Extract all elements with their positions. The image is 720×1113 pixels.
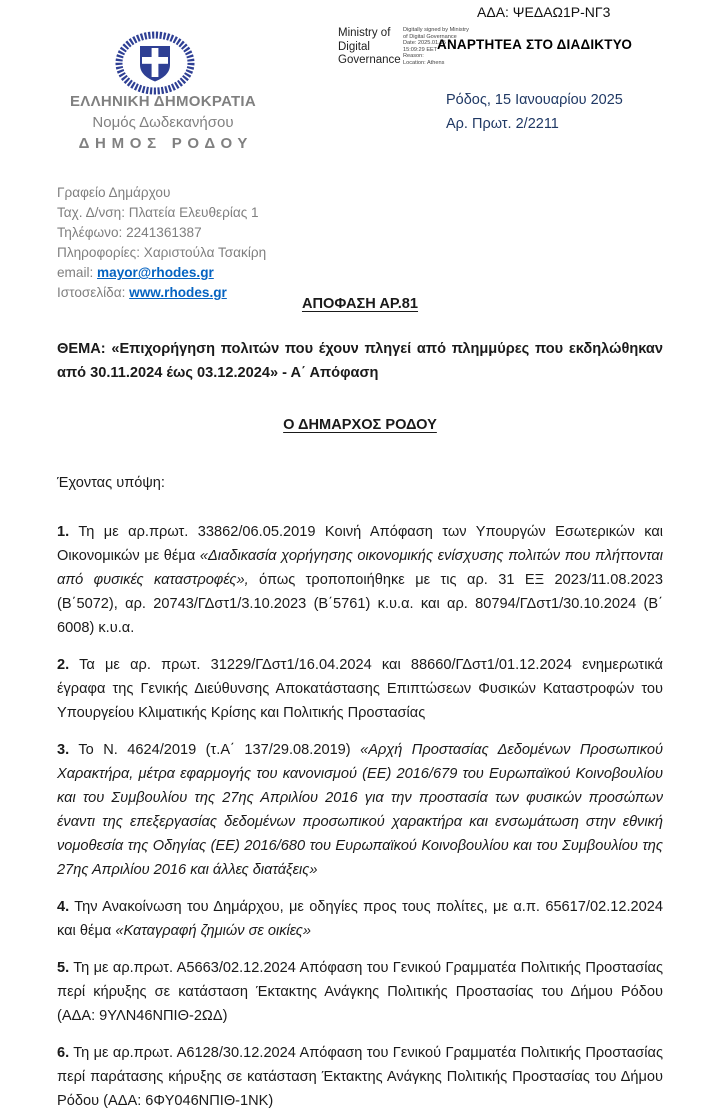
list-item-1 (57, 520, 663, 640)
website-link[interactable]: www.rhodes.gr (129, 285, 227, 300)
municipality-title: ΔΗΜΟΣ ΡΟΔΟΥ (78, 135, 254, 152)
signer-line: Ministry of (338, 27, 391, 39)
signature-detail-line: Location: Athens (403, 59, 445, 66)
item-number: 2. (57, 657, 70, 673)
item-quote: «Διαδικασία χορήγησης οικονομικής ενίσχυσης πολιτών που πλήττονται από φυσικές καταστροφές», (57, 548, 663, 588)
prefecture-title: Νομός Δωδεκανήσου (92, 114, 234, 131)
item-text: Το Ν. 4624/2019 (τ.Α΄ 137/29.08.2019) (69, 742, 361, 758)
signature-signer (338, 27, 401, 68)
decision-issuer: Ο ΔΗΜΑΡΧΟΣ ΡΟΔΟΥ (283, 417, 437, 433)
decision-subject: ΘΕΜΑ: «Επιχορήγηση πολιτών που έχουν πληγεί από πλημμύρες που εκδηλώθηκαν από 30.11.2024 έως 03.12.2024» - Α΄ Απόφαση (57, 341, 663, 381)
signature-detail-line: 15:09:29 EET (403, 46, 438, 53)
email-row (57, 263, 266, 283)
decision-title: ΑΠΟΦΑΣΗ ΑΡ.81 (301, 296, 419, 312)
item-text: Τη με αρ.πρωτ. 33862/06.05.2019 Κοινή Απόφαση των Υπουργών Εσωτερικών και Οικονομικών με θέμα (57, 524, 663, 564)
posted-online-stamp: ΑΝΑΡΤΗΤΕΑ ΣΤΟ ΔΙΑΔΙΚΤΥΟ (437, 37, 633, 52)
phone-number: Τηλέφωνο: 2241361387 (57, 225, 202, 240)
item-text: Την Ανακοίνωση του Δημάρχου, με οδηγίες προς τους πολίτες, με α.π. 65617/02.12.2024 και θέμα (57, 899, 663, 939)
greek-coat-of-arms-icon (113, 32, 197, 96)
item-text: Τη με αρ.πρωτ. Α5663/02.12.2024 Απόφαση του Γενικού Γραμματέα Πολιτικής Προστασίας περί κήρυξης σε κατάσταση Έκτακτης Ανάγκης Πολιτικής Προστασίας του Δήμου Ρόδου (ΑΔΑ: 9ΥΛΝ46ΝΠΙΘ-2ΩΔ) (57, 960, 663, 1024)
postal-address: Ταχ. Δ/νση: Πλατεία Ελευθερίας 1 (57, 205, 259, 220)
office-name: Γραφείο Δημάρχου (57, 185, 171, 200)
signer-line: Digital (338, 40, 370, 53)
website-label: Ιστοσελίδα: (57, 285, 130, 300)
item-text: όπως τροποποιήθηκε με τις αρ. 31 ΕΞ 2023/11.08.2023 (Β΄5072), αρ. 20743/ΓΔστ1/3.10.2023 (Β΄5761) κ.υ.α. και αρ. 80794/ΓΔστ1/30.10.2024 (Β΄ 6008) κ.υ.α. (57, 572, 663, 636)
email-link[interactable]: mayor@rhodes.gr (97, 265, 214, 280)
item-quote: «Αρχή Προστασίας Δεδομένων Προσωπικού Χαρακτήρα, μέτρα εφαρμογής του κανονισμού (ΕΕ) 2016/679 του Ευρωπαϊκού Κοινοβουλίου και του Συμβουλίου της 27ης Απριλίου 2016 για την προστασία των φυσικών προσώπων έναντι της επεξεργασίας δεδομένων προσωπικού χαρακτήρα και ενσωμάτωση στην εθνική νομοθεσία της Οδηγίας (ΕΕ) 2016/680 του Ευρωπαϊκού Κοινοβουλίου και του Συμβουλίου της 27ης Απριλίου 2016 και άλλες διατάξεις» (57, 742, 663, 878)
info-contact-person: Πληροφορίες: Χαριστούλα Τσακίρη (57, 245, 267, 260)
signature-detail-line: Date: 2025.01.15 (403, 40, 446, 47)
list-item-5 (57, 956, 663, 1028)
signature-detail-line: Digitally signed by Ministry (403, 27, 469, 33)
ada-code: ΑΔΑ: ΨΕΔΑΩ1Ρ-ΝΓ3 (477, 4, 611, 20)
document-body (57, 292, 663, 1113)
list-item-2 (57, 653, 663, 725)
list-item-3 (57, 738, 663, 882)
contact-block (57, 183, 266, 303)
signer-line: Governance (338, 54, 401, 66)
republic-title: ΕΛΛΗΝΙΚΗ ΔΗΜΟΚΡΑΤΙΑ (69, 93, 257, 110)
list-item-4 (57, 895, 663, 943)
item-number: 6. (57, 1045, 70, 1061)
protocol-number: Αρ. Πρωτ. 2/2211 (446, 116, 559, 132)
signature-detail-line: of Digital Governance (403, 33, 457, 40)
organization-header (22, 93, 304, 152)
item-text: Τη με αρ.πρωτ. Α6128/30.12.2024 Απόφαση του Γενικού Γραμματέα Πολιτικής Προστασίας περί παράτασης κήρυξης σε κατάσταση Έκτακτης Ανάγκης Πολιτικής Προστασίας του Δήμου Ρόδου (ΑΔΑ: 6ΦΥ046ΝΠΙΘ-1ΝΚ) (57, 1045, 663, 1109)
place-and-date: Ρόδος, 15 Ιανουαρίου 2025 (446, 92, 623, 108)
item-number: 1. (57, 524, 70, 540)
item-quote: «Καταγραφή ζημιών σε οικίες» (115, 923, 312, 939)
signature-detail-line: Reason: (403, 53, 424, 60)
item-text: Τα με αρ. πρωτ. 31229/ΓΔστ1/16.04.2024 και 88660/ΓΔστ1/01.12.2024 ενημερωτικά έγραφα της Γενικής Διεύθυνσης Αποκατάστασης Επιπτώσεων Φυσικών Καταστροφών του Υπουργείου Κλιματικής Κρίσης και Πολιτικής Προστασίας (57, 657, 663, 721)
list-item-6 (57, 1041, 663, 1113)
preamble: Έχοντας υπόψη: (57, 475, 165, 491)
email-label: email: (57, 265, 98, 280)
item-number: 3. (57, 742, 70, 758)
item-number: 5. (57, 960, 70, 976)
item-number: 4. (57, 899, 70, 915)
